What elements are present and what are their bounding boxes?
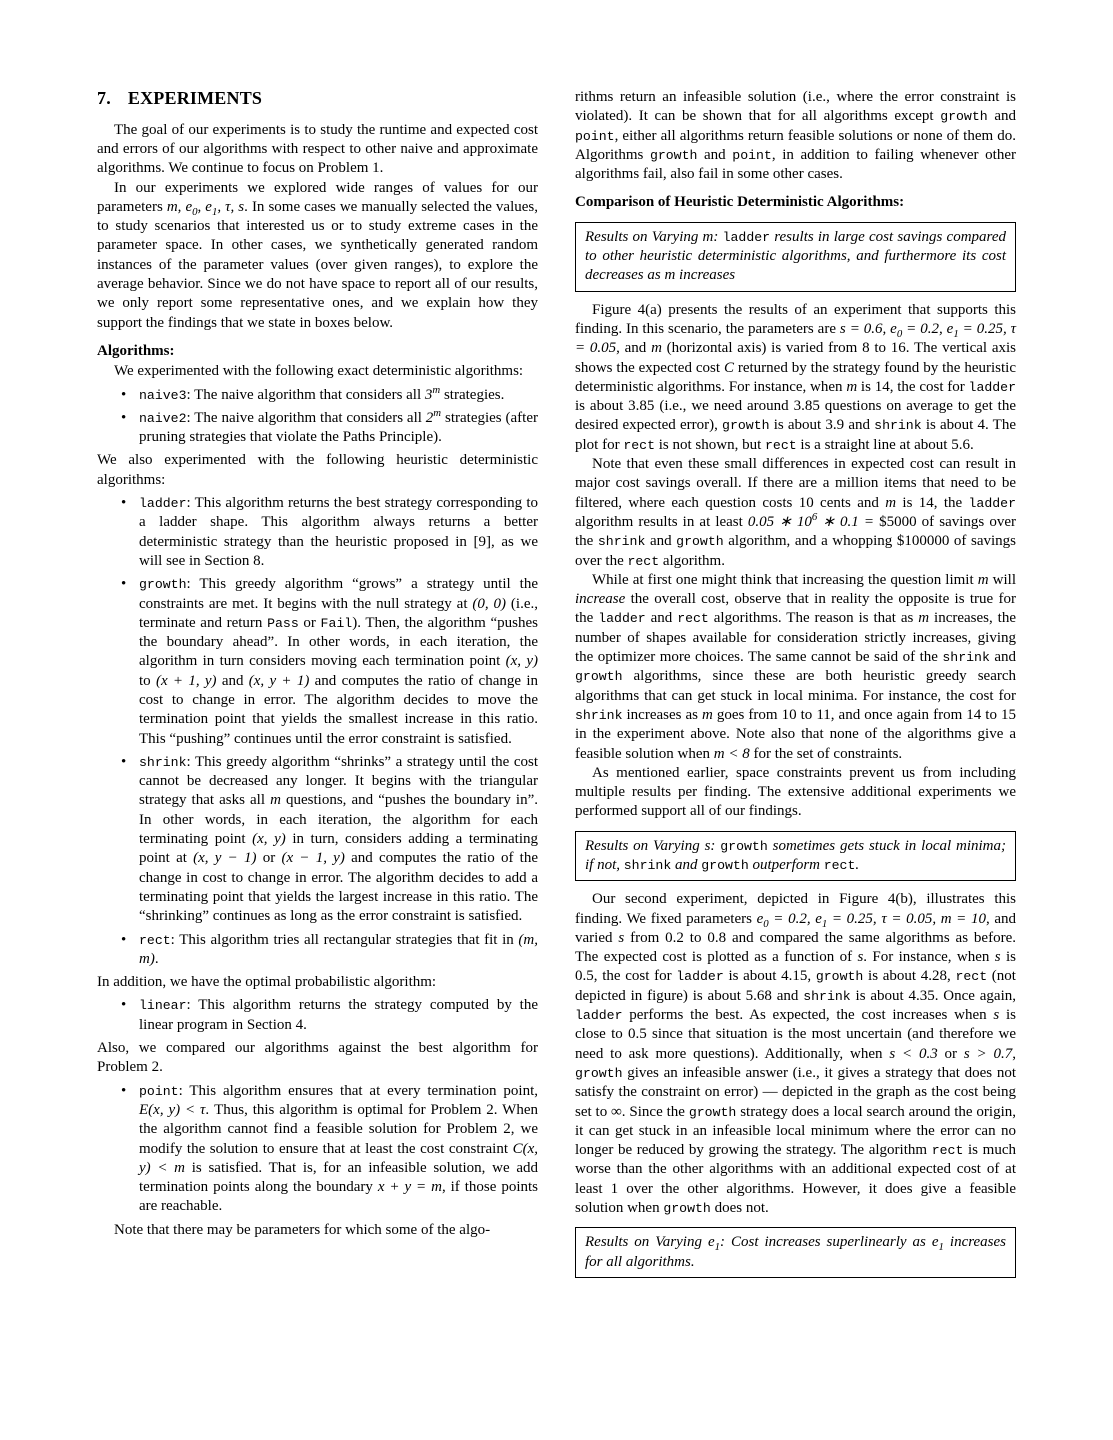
heuristic-algorithms-list	[97, 494, 538, 969]
paragraph-cost-savings: Note that even these small differences in expected cost can result in major cost savings overall. If there are a million items that need to be filtered, where each question costs 10 cents and m is 14, the ladder algorithm results in at least 0.05 ∗ $10^6$ ∗ 0.1 = $5000 of savings over the shrink and growth algorithm, and a whopping $100000 of savings over the rect algorithm.	[575, 456, 1016, 569]
list-item-naive3: • naive3: The naive algorithm that considers all 3$^m$ strategies.	[97, 386, 538, 405]
math-text: m	[977, 571, 989, 588]
math-text: 2$^m$	[425, 406, 442, 426]
tt-text: growth	[940, 109, 988, 125]
emphasis-text: increase	[575, 591, 626, 608]
list-item-ladder: • ladder: This algorithm returns the best strategy corresponding to a ladder shape. This algorithm always returns a better deterministic strategy than the heuristic proposed in [9], as we will see in Section 8.	[97, 494, 538, 571]
math-text: s = 0.6, $e_0 = 0.2$, $e_1 = 0.25$, τ = 0.05	[575, 320, 1016, 357]
math-text: m	[270, 792, 281, 809]
left-column	[97, 88, 538, 1287]
tt-text: point	[139, 1083, 179, 1099]
list-item-point: • point: This algorithm ensures that at every termination point, E(x, y) < τ. Thus, this algorithm is optimal for Problem 2. When the algorithm cannot find a feasible solution for Problem 2, we modify the solution to ensure that at least the cost constraint C(x, y) < m is satisfied. That is, for an infeasible solution, we add termination points along the boundary x + y = m, if those points are reachable.	[97, 1082, 538, 1217]
paragraph-probabilistic-intro: In addition, we have the optimal probabilistic algorithm:	[97, 974, 437, 991]
math-text: s	[618, 929, 625, 946]
right-column	[575, 88, 1016, 1287]
tt-text: growth	[688, 1104, 737, 1120]
paragraph-figure4a: Figure 4(a) presents the results of an experiment that supports this finding. In this scenario, the parameters are s = 0.6, $e_0 = 0.2$, $e_1 = 0.25$, τ = 0.05, and m (horizontal axis) is varied from 8 to 16. The vertical axis shows the expected cost C returned by the strategy found by the heuristic deterministic algorithms. For instance, when m is 14, the cost for ladder is about 3.85 (i.e., we need around 3.85 questions on average to get the desired expected error), growth is about 3.9 and shrink is about 4. The plot for rect is not shown, but rect is a straight line at about 5.6.	[575, 301, 1017, 453]
math-text: m	[846, 378, 858, 395]
tt-text: ladder	[139, 496, 187, 512]
paragraph-space-constraints: As mentioned earlier, space constraints prevent us from including multiple results per finding. The extensive additional experiments we performed support all of our findings.	[575, 764, 1016, 820]
comparison-heading: Comparison of Heuristic Deterministic Algorithms:	[575, 194, 905, 211]
math-text: m	[885, 494, 897, 511]
tt-text: rect	[955, 969, 988, 985]
tt-text: shrink	[597, 534, 646, 550]
math-text: x + y = m	[377, 1179, 442, 1196]
finding-box-varying-m: Results on Varying m: ladder results in large cost savings compared to other heuristic deterministic algorithms, and furthermore its cost decreases as m increases	[575, 222, 1016, 292]
section-title: EXPERIMENTS	[127, 88, 263, 108]
math-text: m	[702, 228, 714, 245]
tt-text: point	[575, 128, 615, 144]
tt-text: rect	[765, 437, 797, 453]
tt-text: rect	[627, 553, 660, 569]
tt-text: ladder	[968, 495, 1016, 511]
tt-text: shrink	[874, 418, 922, 434]
math-text: C(x, y) < m	[139, 1140, 538, 1176]
paragraph-problem2-intro: Also, we compared our algorithms against the best algorithm for Problem 2.	[97, 1040, 538, 1076]
math-text: (x, y)	[505, 653, 538, 670]
math-text: s	[994, 949, 1001, 966]
math-text: $e_0 = 0.2$, $e_1 = 0.25$, τ = 0.05, m = 10	[756, 910, 986, 930]
tt-text: growth	[649, 147, 698, 163]
list-item-rect: • rect: This algorithm tries all rectangular strategies that fit in (m, m).	[97, 931, 538, 970]
tt-text: ladder	[968, 379, 1017, 395]
paragraph-exact-intro: We experimented with the following exact deterministic algorithms:	[114, 363, 524, 380]
math-text: E(x, y) < τ	[139, 1101, 206, 1118]
tt-text: shrink	[803, 988, 851, 1004]
math-text: (0, 0)	[472, 595, 507, 612]
section-heading	[97, 88, 538, 109]
math-text: s	[704, 837, 711, 854]
tt-text: shrink	[575, 707, 623, 723]
tt-text: growth	[663, 1201, 711, 1217]
math-text: s	[857, 949, 864, 966]
probabilistic-algorithms-list	[97, 996, 538, 1035]
math-text: (m, m)	[139, 931, 538, 967]
exact-algorithms-list	[97, 383, 538, 448]
paragraph-note-infeasible: Note that there may be parameters for which some of the algo-	[114, 1221, 491, 1238]
list-item-growth: • growth: This greedy algorithm “grows” a strategy until the constraints are met. It begins with the null strategy at (0, 0) (i.e., terminate and return Pass or Fail). Then, the algorithm “pushes the boundary ahead”. In other words, in each iteration, the algorithm in turn considers moving each termination point (x, y) to (x + 1, y) and (x, y + 1) and computes the ratio of change in cost to change in error. The algorithm decides to move the termination point that yields the smallest increase in this ratio. This “pushing” continues until the error constraint is satisfied.	[97, 575, 538, 749]
tt-text: rect	[139, 932, 171, 948]
math-text: (x, y − 1)	[193, 850, 257, 867]
tt-text: ladder	[722, 229, 771, 245]
tt-text: linear	[139, 998, 187, 1014]
tt-text: Fail	[320, 615, 353, 631]
list-item-shrink: • shrink: This greedy algorithm “shrinks” a strategy until the cost cannot be decreased any longer. It begins with the triangular strategy that asks all m questions, and “pushes the boundary in”. In other words, in each iteration, the algorithm for each terminating point (x, y) in turn, considers adding a terminating point at (x, y − 1) or (x − 1, y) and computes the ratio of the change in cost to change in error. The algorithm decides to add a terminating point that yields the largest increase in this ratio. The “shrinking” continues as long as the error constraint is satisfied.	[97, 753, 538, 927]
tt-text: ladder	[575, 1008, 623, 1024]
tt-text: growth	[720, 838, 768, 854]
math-text: s > 0.7	[963, 1045, 1013, 1062]
tt-text: naive3	[139, 387, 187, 403]
math-text: $e_1$	[707, 1234, 721, 1254]
math-text: m	[918, 610, 930, 627]
math-text: s < 0.3	[889, 1045, 938, 1062]
tt-text: growth	[139, 577, 187, 593]
math-text: m, $e_0$, $e_1$, τ, s	[166, 198, 245, 218]
tt-text: rect	[677, 611, 709, 627]
math-text: (x − 1, y)	[281, 850, 345, 867]
tt-text: shrink	[942, 650, 990, 666]
math-text: (x + 1, y)	[155, 672, 217, 689]
two-column-layout	[97, 88, 1016, 1287]
tt-text: shrink	[139, 754, 187, 770]
list-item-linear: • linear: This algorithm returns the strategy computed by the linear program in Section 4.	[97, 996, 538, 1035]
math-text: C	[723, 359, 734, 376]
tt-text: naive2	[139, 410, 187, 426]
math-text: (x, y + 1)	[248, 672, 310, 689]
math-text: 0.05 ∗ $10^6$ ∗ 0.1 =	[747, 510, 874, 530]
tt-text: growth	[575, 669, 623, 685]
tt-text: growth	[701, 857, 749, 873]
paragraph-heuristic-intro: We also experimented with the following heuristic deterministic algorithms:	[97, 452, 538, 488]
paragraph-experiment-goal: The goal of our experiments is to study the runtime and expected cost and errors of our algorithms with respect to other naive and approximate algorithms. We continue to focus on Problem 1.	[97, 121, 538, 177]
tt-text: ladder	[676, 969, 724, 985]
math-text: m	[651, 340, 662, 357]
math-text: 3$^m$	[424, 383, 441, 403]
tt-text: rect	[623, 437, 655, 453]
math-text: s	[993, 1007, 1000, 1024]
tt-text: growth	[575, 1065, 623, 1081]
algorithms-heading: Algorithms:	[97, 342, 175, 359]
tt-text: shrink	[623, 857, 672, 873]
tt-text: growth	[676, 534, 724, 550]
problem2-algorithms-list	[97, 1082, 538, 1217]
math-text: m	[702, 706, 713, 723]
math-text: m	[664, 267, 676, 284]
paragraph-increasing-m: While at first one might think that increasing the question limit m will increase the overall cost, observe that in reality the opposite is true for the ladder and rect algorithms. The reason is that as m increases, the number of shapes available for consideration strictly increases, giving the optimizer more choices. The same cannot be said of the shrink and growth algorithms, since these are both heuristic greedy search algorithms that can get stuck in local minima. For instance, the cost for shrink increases as m goes from 10 to 11, and once again from 14 to 15 in the experiment above. Note also that none of the algorithms give a feasible solution when m < 8 for the set of constraints.	[575, 571, 1017, 762]
tt-text: rect	[823, 857, 856, 873]
paragraph-parameter-ranges: In our experiments we explored wide ranges of values for our parameters m, $e_0$, $e_1$, τ, s. In some cases we manually selected the values, to study scenarios that interested us or to study extreme cases in the parameter space. In other cases, we synthetically generated random instances of the parameter values (over given ranges), to explore the average behavior. Since we do not have space to report all of our results, we only report some representative ones, and we explain how they support the findings that we state in boxes below.	[97, 179, 538, 331]
section-number: 7.	[97, 88, 111, 108]
tt-text: point	[732, 147, 772, 163]
math-text: (x, y)	[252, 831, 286, 848]
paragraph-infeasible-continued: rithms return an infeasible solution (i.e., where the error constraint is violated). It can be shown that for all algorithms except growth and point, either all algorithms return feasible solutions or none of them do. Algorithms growth and point, in addition to failing whenever other algorithms fail, also fail in some other cases.	[575, 89, 1016, 183]
math-text: $e_1$	[931, 1234, 944, 1254]
tt-text: rect	[931, 1143, 964, 1159]
math-text: ∞	[611, 1103, 622, 1120]
tt-text: Pass	[267, 615, 299, 631]
list-item-naive2: • naive2: The naive algorithm that considers all 2$^m$ strategies (after pruning strategies that violate the Paths Principle).	[97, 409, 538, 448]
finding-box-varying-s: Results on Varying s: growth sometimes gets stuck in local minima; if not, shrink and growth outperform rect.	[575, 831, 1016, 882]
paragraph-second-experiment: Our second experiment, depicted in Figure 4(b), illustrates this finding. We fixed parameters $e_0 = 0.2$, $e_1 = 0.25$, τ = 0.05, m = 10, and varied s from 0.2 to 0.8 and compared the same algorithms as before. The expected cost is plotted as a function of s. For instance, when s is 0.5, the cost for ladder is about 4.15, growth is about 4.28, rect (not depicted in figure) is about 5.68 and shrink is about 4.35. Once again, ladder performs the best. As expected, the cost increases when s is close to 0.5 since that situation is the most uncertain (and therefore we need to ask more questions). Additionally, when s < 0.3 or s > 0.7, growth gives an infeasible answer (i.e., it gives a strategy that does not satisfy the constraint on error) — depicted in the graph as the cost being set to ∞. Since the growth strategy does a local search around the origin, it can get stuck in an infeasible local minimum where the error can no longer be reduced by growing the strategy. The algorithm rect is much worse than the other algorithms with an additional expected cost of at least 1 over the other algorithms. However, it does give a feasible solution when growth does not.	[575, 891, 1017, 1217]
tt-text: growth	[815, 969, 864, 985]
math-text: m < 8	[713, 745, 750, 762]
finding-box-varying-e1: Results on Varying $e_1$: Cost increases superlinearly as $e_1$ increases for all algorithms.	[575, 1227, 1016, 1278]
tt-text: growth	[722, 418, 770, 434]
tt-text: ladder	[598, 611, 646, 627]
